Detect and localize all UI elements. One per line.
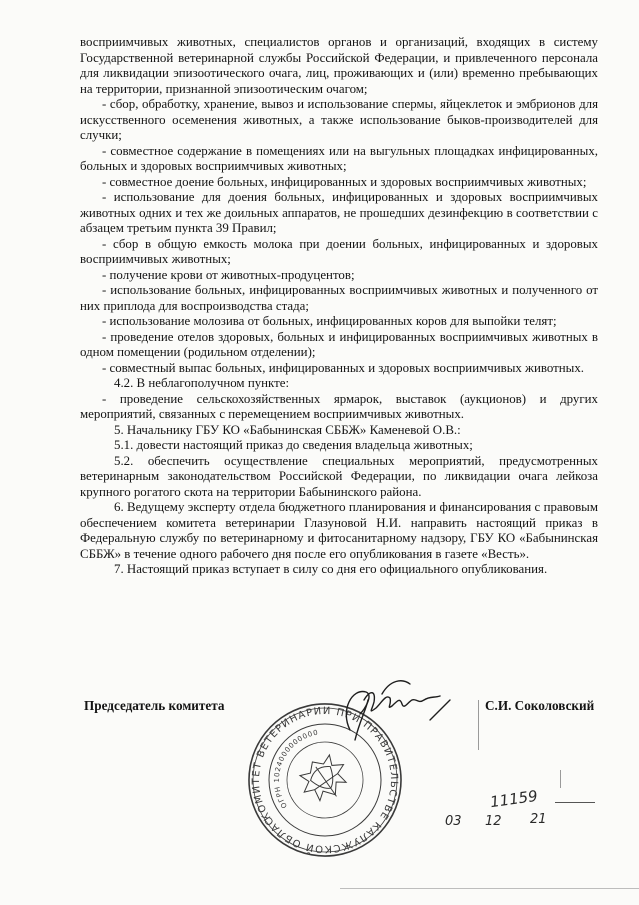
- registration-mark: [440, 786, 600, 840]
- paragraph-prohibition-reproduction: - использование больных, инфицированных восприимчивых животных и полученного от них приплода для воспроизводства стада;: [80, 283, 598, 313]
- paragraph-prohibition-blood: - получение крови от животных-продуцентов;: [102, 267, 355, 282]
- paragraph-prohibition-milk-collection: - сбор в общую емкость молока при доении больных, инфицированных и здоровых восприимчивых животных;: [80, 236, 598, 266]
- registration-month: 12: [485, 814, 502, 829]
- signatory-title: Председатель комитета: [84, 698, 225, 713]
- paragraph-section-5: 5. Начальнику ГБУ КО «Бабынинская СББЖ» Каменевой О.В.:: [114, 422, 461, 437]
- scan-edge-line: [340, 888, 639, 889]
- paragraph-prohibition-equipment: - использование для доения больных, инфицированных и здоровых восприимчивых животных одних и тех же доильных аппаратов, не прошедших дезинфекцию в соответствии с абзацем третьим пункта 39 Правил;: [80, 190, 598, 235]
- paragraph-prohibition-colostrum: - использование молозива от больных, инфицированных коров для выпойки телят;: [102, 314, 557, 328]
- paragraph-prohibition-sperm: - сбор, обработку, хранение, вывоз и использование спермы, яйцеклеток и эмбрионов для искусственного осеменения животных, а также использование быков-производителей для случки;: [80, 97, 598, 142]
- paragraph-prohibition-grazing: - совместный выпас больных, инфицированных и здоровых восприимчивых животных.: [102, 360, 585, 375]
- registration-year: 21: [530, 812, 547, 827]
- paragraph-prohibition-milking: - совместное доение больных, инфицированных и здоровых восприимчивых животных;: [102, 174, 587, 189]
- order-body-text: [80, 35, 598, 578]
- paragraph-section-6: 6. Ведущему эксперту отдела бюджетного планирования и финансирования с правовым обеспечением комитета ветеринарии Глазуновой Н.И. направить настоящий приказ в Федеральную службу по ветеринарному и фитосанитарному надзору, ГБУ КО «Бабынинская СББЖ» в течение одного рабочего дня после его опубликования в газете «Весть».: [80, 500, 598, 561]
- paragraph-section-4-2: 4.2. В неблагополучном пункте:: [114, 376, 290, 390]
- paragraph-prohibition-housing: - совместное содержание в помещениях или на выгульных площадках инфицированных, больных и здоровых восприимчивых животных;: [80, 143, 598, 173]
- paragraph-prohibition-calving: - проведение отелов здоровых, больных и инфицированных восприимчивых животных в одном помещении (родильном отделении);: [80, 329, 598, 359]
- paragraph-section-7: 7. Настоящий приказ вступает в силу со дня его официального опубликования.: [114, 562, 548, 576]
- seal-inner-text: ОГРН 1024000000000: [272, 728, 320, 810]
- margin-mark: [478, 700, 479, 750]
- paragraph-section-5-2: 5.2. обеспечить осуществление специальных мероприятий, предусмотренных ветеринарным законодательством Российской Федерации, по ликвидации очага лейкоза крупного рогатого скота на территории Бабынинского района.: [80, 453, 598, 499]
- handwritten-signature: [330, 670, 460, 750]
- paragraph-section-5-1: 5.1. довести настоящий приказ до сведения владельца животных;: [114, 438, 473, 452]
- margin-mark: [560, 770, 561, 788]
- signature-scribble-icon: [330, 670, 460, 750]
- signatory-name: С.И. Соколовский: [485, 698, 595, 713]
- registration-day: 03: [445, 814, 462, 829]
- registration-underline: [555, 802, 595, 803]
- seal-outer-text: КОМИТЕТ ВЕТЕРИНАРИИ ПРИ ПРАВИТЕЛЬСТВЕ КАЛУЖСКОЙ ОБЛАСТИ: [250, 705, 400, 855]
- registration-number: 11159: [488, 786, 539, 812]
- paragraph-continuation: восприимчивых животных, специалистов органов и организаций, входящих в систему Государственной ветеринарной службы Российской Федерации, и привлеченного персонала для ликвидации эпизоотического очага, лиц, проживающих и (или) временно пребывающих на территории, признанной эпизоотическим очагом;: [80, 35, 598, 96]
- paragraph-prohibition-fairs: - проведение сельскохозяйственных ярмарок, выставок (аукционов) и других мероприятий, связанных с перемещением восприимчивых животных.: [80, 391, 598, 421]
